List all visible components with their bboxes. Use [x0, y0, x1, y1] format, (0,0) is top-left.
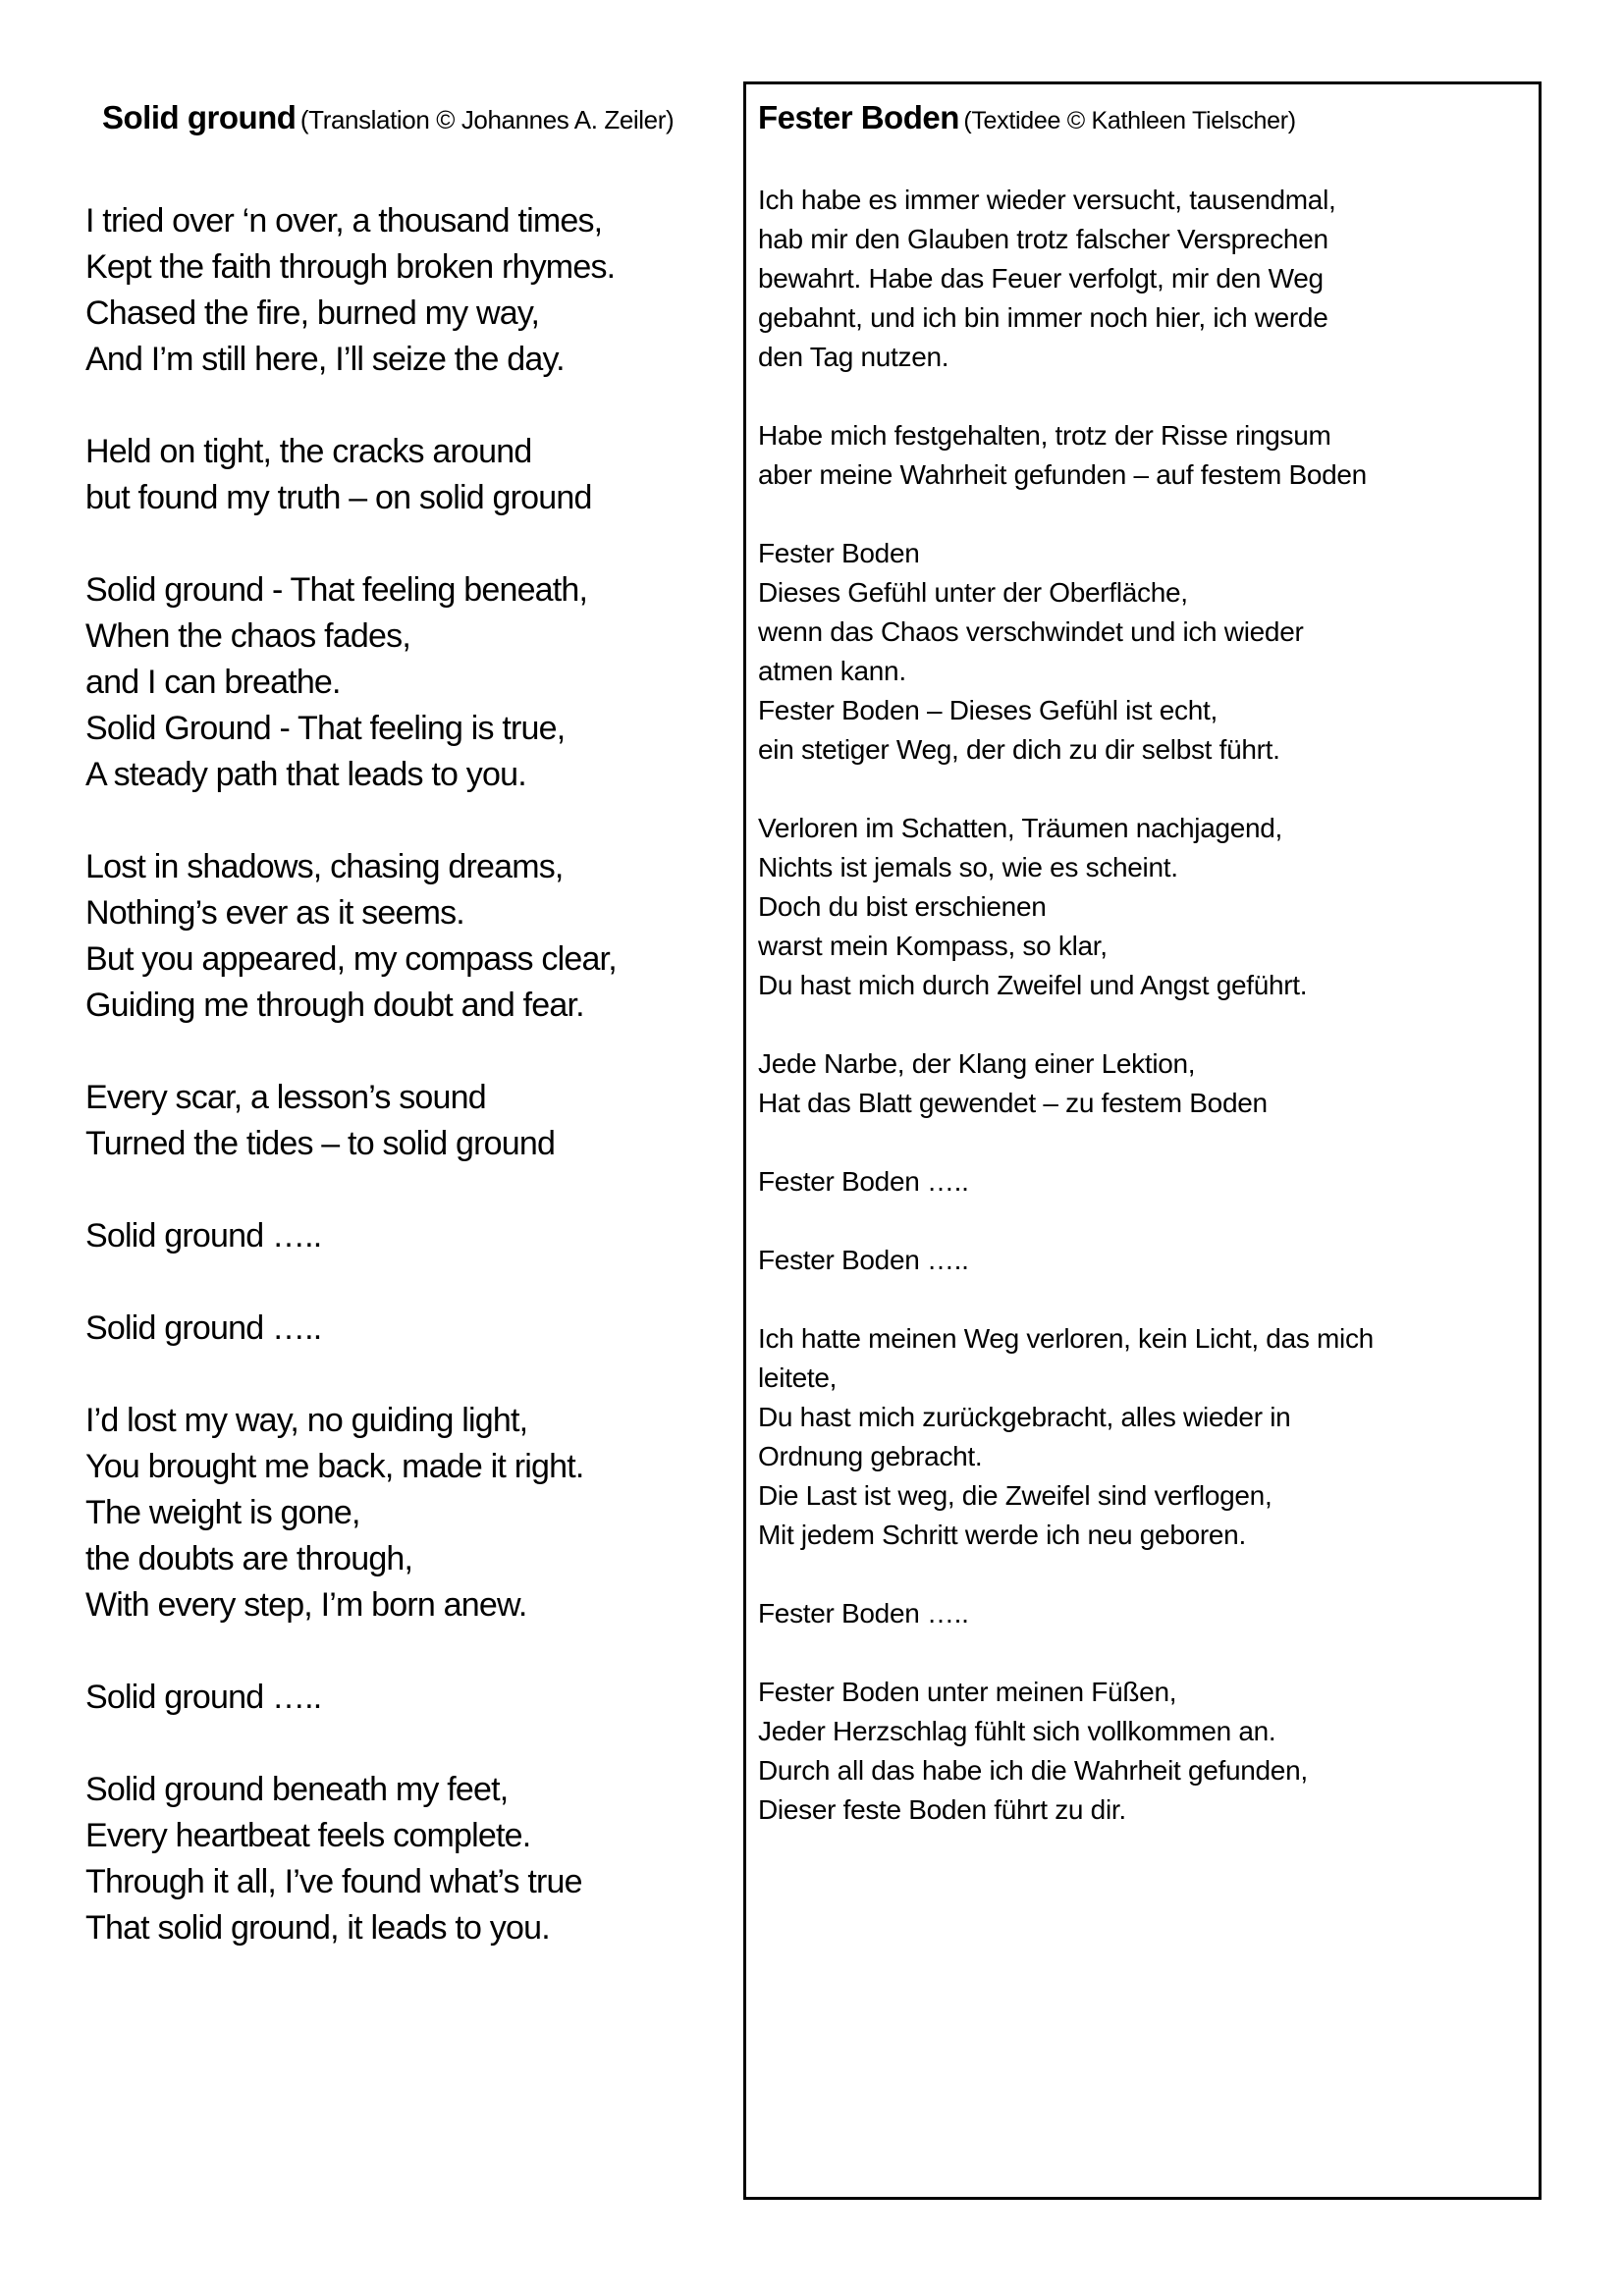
lyric-line: atmen kann. [758, 656, 906, 686]
german-header [758, 98, 1296, 144]
lyric-line: You brought me back, made it right. [85, 1448, 584, 1485]
lyric-line: Solid ground beneath my feet, [85, 1771, 509, 1808]
lyric-line: Every scar, a lesson’s sound [85, 1079, 486, 1116]
lyric-line: Chased the fire, burned my way, [85, 294, 540, 332]
lyric-line: Du hast mich durch Zweifel und Angst geführt. [758, 970, 1308, 1000]
stanza [85, 198, 745, 383]
stanza [758, 1044, 1534, 1123]
lyric-line: Dieses Gefühl unter der Oberfläche, [758, 577, 1188, 608]
lyric-line: hab mir den Glauben trotz falscher Versprechen [758, 224, 1328, 254]
lyric-line: But you appeared, my compass clear, [85, 940, 617, 978]
lyric-line: Fester Boden – Dieses Gefühl ist echt, [758, 695, 1218, 725]
stanza [758, 1319, 1534, 1555]
german-credit: (Textidee © Kathleen Tielscher) [963, 107, 1296, 134]
lyric-line: Turned the tides – to solid ground [85, 1125, 556, 1162]
german-stanzas [758, 181, 1534, 1869]
lyric-line: Dieser feste Boden führt zu dir. [758, 1794, 1126, 1825]
lyric-line: Kept the faith through broken rhymes. [85, 248, 616, 286]
lyric-line: Fester Boden ….. [758, 1166, 969, 1197]
lyric-line: Fester Boden ….. [758, 1245, 969, 1275]
lyric-line: A steady path that leads to you. [85, 756, 526, 793]
stanza [85, 1398, 745, 1629]
lyric-line: aber meine Wahrheit gefunden – auf festem Boden [758, 459, 1367, 490]
english-credit: (Translation © Johannes A. Zeiler) [299, 105, 675, 134]
lyric-line: Solid ground ….. [85, 1679, 322, 1716]
stanza [758, 809, 1534, 1005]
lyric-line: gebahnt, und ich bin immer noch hier, ich werde [758, 302, 1328, 333]
stanza [85, 429, 745, 521]
stanza [85, 844, 745, 1029]
lyric-line: bewahrt. Habe das Feuer verfolgt, mir den Weg [758, 263, 1324, 294]
lyric-line: Solid Ground - That feeling is true, [85, 710, 566, 747]
lyric-line: Verloren im Schatten, Träumen nachjagend, [758, 813, 1283, 843]
stanza [758, 1594, 1534, 1633]
german-title: Fester Boden [758, 99, 959, 135]
lyric-line: Fester Boden [758, 538, 920, 568]
lyric-line: Du hast mich zurückgebracht, alles wieder in [758, 1402, 1291, 1432]
lyric-line: warst mein Kompass, so klar, [758, 931, 1108, 961]
lyric-line: Ich habe es immer wieder versucht, tausendmal, [758, 185, 1336, 215]
stanza [85, 1075, 745, 1167]
lyric-line: Lost in shadows, chasing dreams, [85, 848, 564, 885]
lyric-line: Jeder Herzschlag fühlt sich vollkommen an. [758, 1716, 1276, 1746]
lyric-line: Habe mich festgehalten, trotz der Risse ringsum [758, 420, 1331, 451]
lyric-line: Ich hatte meinen Weg verloren, kein Licht, das mich [758, 1323, 1374, 1354]
stanza [758, 181, 1534, 377]
lyric-line: and I can breathe. [85, 664, 341, 701]
lyric-line: The weight is gone, [85, 1494, 360, 1531]
lyric-line: Every heartbeat feels complete. [85, 1817, 531, 1854]
lyric-line: but found my truth – on solid ground [85, 479, 592, 516]
lyric-line: the doubts are through, [85, 1540, 413, 1577]
lyric-line: I tried over ‘n over, a thousand times, [85, 202, 603, 240]
lyric-line: Nichts ist jemals so, wie es scheint. [758, 852, 1178, 882]
english-header [102, 98, 674, 144]
lyric-line: Solid ground ….. [85, 1217, 322, 1255]
stanza [758, 1241, 1534, 1280]
lyric-line: Guiding me through doubt and fear. [85, 987, 584, 1024]
stanza [85, 1213, 745, 1259]
lyric-line: Ordnung gebracht. [758, 1441, 983, 1471]
stanza [85, 1306, 745, 1352]
lyric-line: ein stetiger Weg, der dich zu dir selbst führt. [758, 734, 1280, 765]
lyric-line: That solid ground, it leads to you. [85, 1909, 550, 1947]
lyric-line: Fester Boden unter meinen Füßen, [758, 1677, 1177, 1707]
lyric-line: Die Last ist weg, die Zweifel sind verflogen, [758, 1480, 1272, 1511]
stanza [758, 534, 1534, 770]
lyric-line: wenn das Chaos verschwindet und ich wieder [758, 616, 1304, 647]
english-stanzas [85, 198, 745, 1998]
lyric-line: Fester Boden ….. [758, 1598, 969, 1629]
lyric-line: With every step, I’m born anew. [85, 1586, 527, 1624]
german-lyrics-box [743, 81, 1542, 2200]
stanza [758, 1673, 1534, 1830]
lyric-line: Jede Narbe, der Klang einer Lektion, [758, 1048, 1196, 1079]
stanza [85, 1675, 745, 1721]
stanza [85, 567, 745, 798]
stanza [758, 416, 1534, 495]
lyric-line: When the chaos fades, [85, 617, 410, 655]
lyric-line: Held on tight, the cracks around [85, 433, 532, 470]
lyric-line: And I’m still here, I’ll seize the day. [85, 341, 565, 378]
stanza [85, 1767, 745, 1951]
lyric-line: Durch all das habe ich die Wahrheit gefunden, [758, 1755, 1308, 1786]
lyric-line: Doch du bist erschienen [758, 891, 1047, 922]
lyric-line: leitete, [758, 1362, 838, 1393]
lyric-line: Solid ground ….. [85, 1309, 322, 1347]
lyric-line: Through it all, I’ve found what’s true [85, 1863, 582, 1900]
lyric-line: Nothing’s ever as it seems. [85, 894, 464, 932]
lyric-line: Hat das Blatt gewendet – zu festem Boden [758, 1088, 1268, 1118]
stanza [758, 1162, 1534, 1201]
english-title: Solid ground [102, 99, 297, 135]
lyric-line: den Tag nutzen. [758, 342, 949, 372]
lyric-line: I’d lost my way, no guiding light, [85, 1402, 528, 1439]
lyric-line: Solid ground - That feeling beneath, [85, 571, 588, 609]
lyric-line: Mit jedem Schritt werde ich neu geboren. [758, 1520, 1246, 1550]
